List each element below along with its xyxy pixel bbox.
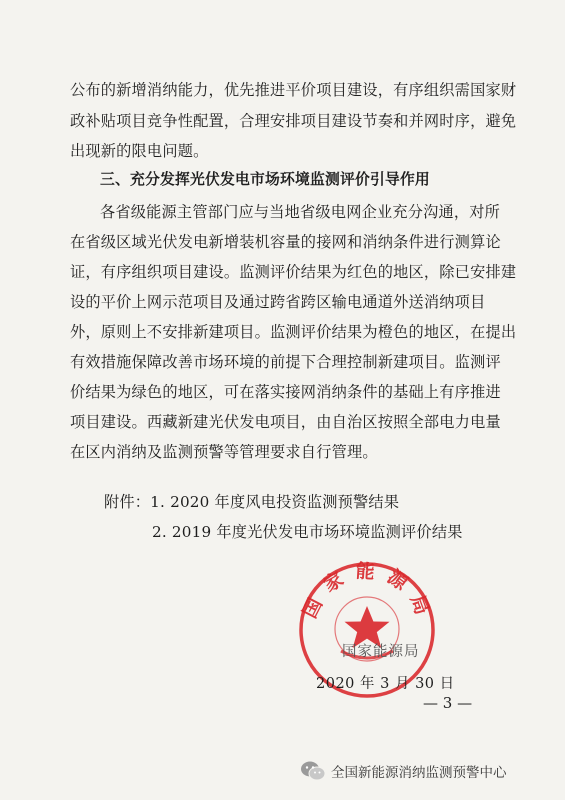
body-line-3: 出现新的限电问题。 bbox=[70, 142, 209, 160]
signature-date: 2020 年 3 月 30 日 bbox=[316, 676, 455, 692]
attachment-1: 附件：1. 2020 年度风电投资监测预警结果 bbox=[104, 493, 400, 511]
section-line-2: 在省级区域光伏发电新增装机容量的接网和消纳条件进行测算论 bbox=[70, 233, 501, 251]
attachment-2: 2. 2019 年度光伏发电市场环境监测评价结果 bbox=[152, 523, 463, 541]
section-heading: 三、充分发挥光伏发电市场环境监测评价引导作用 bbox=[100, 171, 430, 188]
section-line-9: 在区内消纳及监测预警等管理要求自行管理。 bbox=[70, 443, 378, 461]
section-line-3: 证，有序组织项目建设。监测评价结果为红色的地区，除已安排建 bbox=[70, 263, 517, 281]
section-line-8: 项目建设。西藏新建光伏发电项目，由自治区按照全部电力电量 bbox=[70, 413, 501, 431]
body-line-2: 政补贴项目竞争性配置，合理安排项目建设节奏和并网时序，避免 bbox=[70, 112, 517, 130]
seal-text: 国家能源局 bbox=[298, 560, 437, 628]
page-number: — 3 — bbox=[423, 694, 473, 712]
footer-source-name: 全国新能源消纳监测预警中心 bbox=[331, 765, 507, 781]
footer-source bbox=[300, 756, 560, 786]
section-line-1: 各省级能源主管部门应与当地省级电网企业充分沟通，对所 bbox=[100, 203, 501, 221]
wechat-icon bbox=[300, 760, 326, 782]
section-line-4: 设的平价上网示范项目及通过跨省跨区输电通道外送消纳项目 bbox=[70, 293, 486, 311]
section-line-7: 价结果为绿色的地区，可在落实接网消纳条件的基础上有序推进 bbox=[70, 383, 501, 401]
body-line-1: 公布的新增消纳能力，优先推进平价项目建设，有序组织需国家财 bbox=[70, 81, 517, 99]
section-line-5: 外，原则上不安排新建项目。监测评价结果为橙色的地区，在提出 bbox=[70, 323, 517, 341]
signature-org: 国家能源局 bbox=[342, 644, 420, 660]
section-line-6: 有效措施保障改善市场环境的前提下合理控制新建项目。监测评 bbox=[70, 353, 501, 371]
